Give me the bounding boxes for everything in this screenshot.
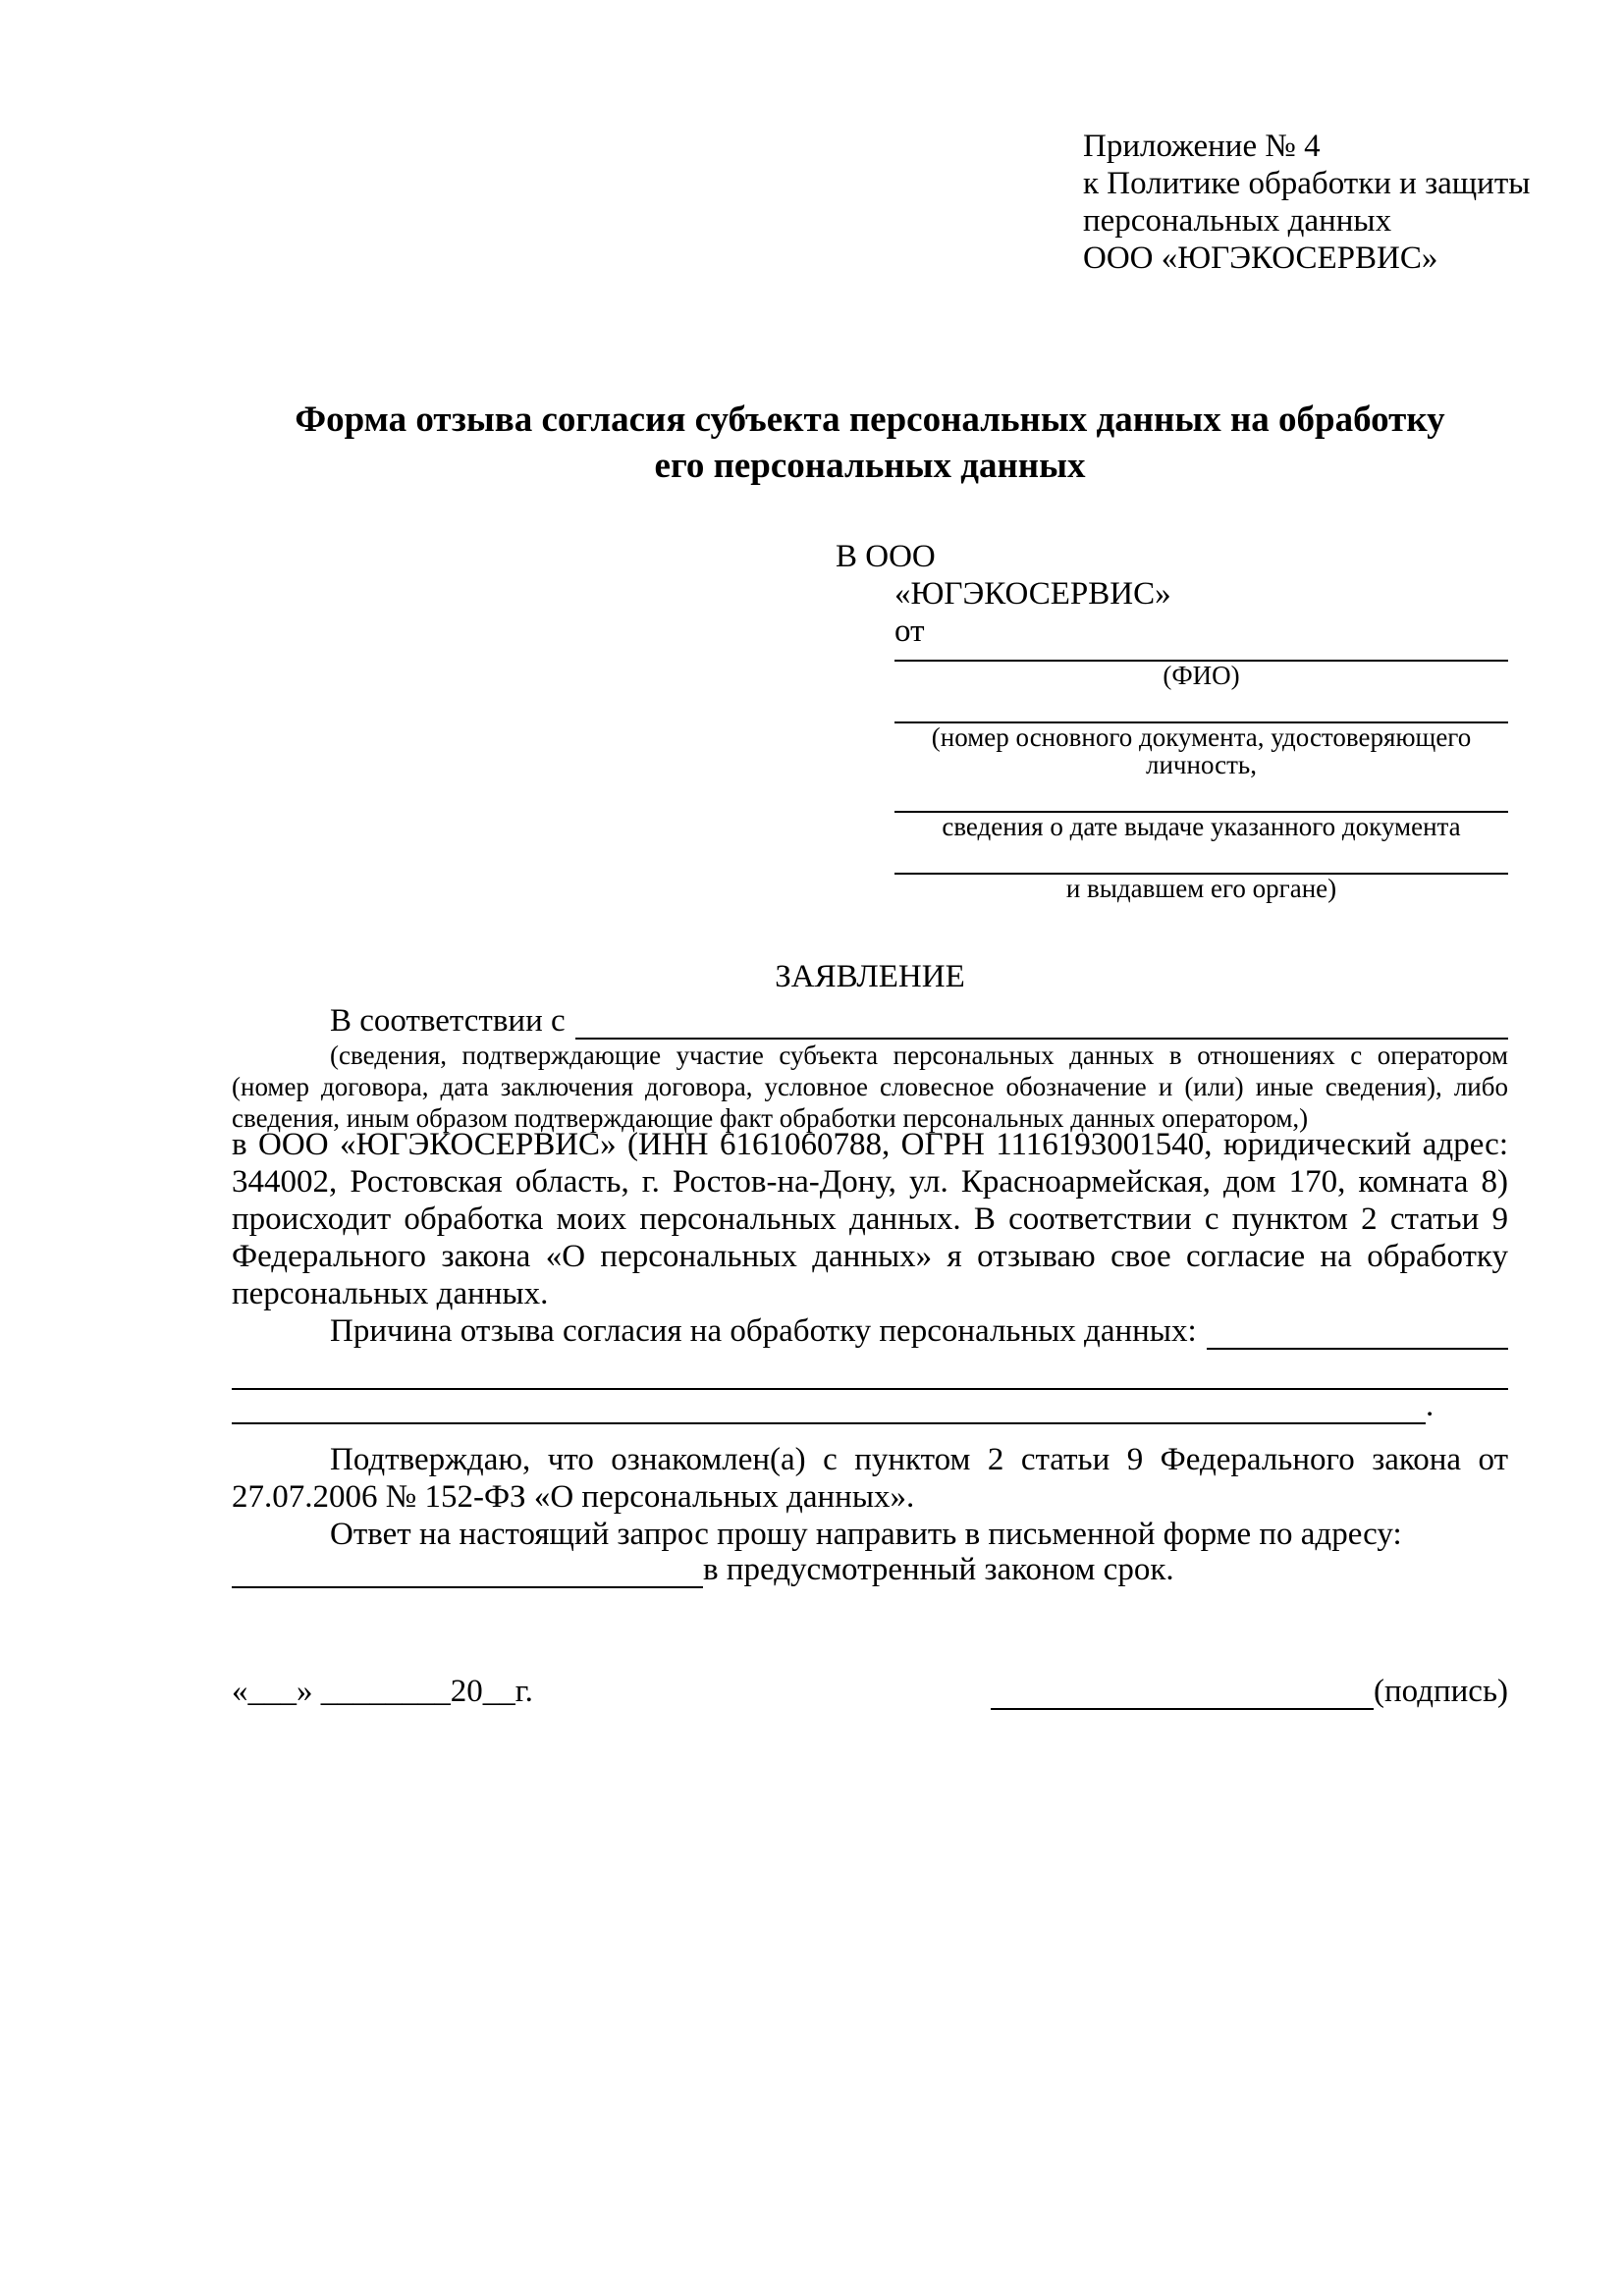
document-number-blank-line (894, 689, 1508, 723)
appendix-header-line: Приложение № 4 (1083, 129, 1321, 164)
reason-prefix: Причина отзыва согласия на обработку персональных данных: (330, 1313, 1197, 1349)
signature-caption: (подпись) (1374, 1674, 1508, 1709)
reply-address-line (232, 1553, 1508, 1588)
statement-body: в ООО «ЮГЭКОСЕРВИС» (ИНН 6161060788, ОГРН 1116193001540, юридический адрес: 344002, Ростовская область, г. Ростов-на-Дону, ул. Красноармейская, дом 170, комната 8) происходит обработка моих персональных данных. В соответствии с пунктом 2 статьи 9 Федерального закона «О персональных данных» я отзываю свое согласие на обработку персональных данных. (232, 1127, 1508, 1311)
document-number-caption: (номер основного документа, удостоверяющего личность, (931, 722, 1472, 779)
addressee-from-label: от (894, 614, 925, 649)
appendix-header-line: персональных данных (1083, 203, 1392, 239)
addressee-to-prefix: В ООО (836, 539, 936, 574)
appendix-header-line: ООО «ЮГЭКОСЕРВИС» (1083, 240, 1438, 276)
footnote-text: (сведения, подтверждающие участие субъекта персональных данных в отношениях с оператором (номер договора, дата заключения договора, условное словесное обозначение и (или) иные сведения), либо сведения, иным образом подтверждающие факт обработки персональных данных оператором,) (232, 1041, 1508, 1133)
appendix-header (1083, 0, 1531, 277)
reason-blank-line-1 (1207, 1312, 1508, 1350)
confirmation-paragraph: Подтверждаю, что ознакомлен(а) с пунктом 2 статьи 9 Федерального закона от 27.07.2006 № 152-ФЗ «О персональных данных». (232, 1442, 1508, 1515)
reply-suffix: в предусмотренный законом срок. (703, 1552, 1174, 1587)
addressee-block (836, 538, 1508, 902)
page-title-line-2: его персональных данных (654, 446, 1086, 486)
reason-blank-line-3 (232, 1390, 1508, 1424)
issue-date-field (836, 778, 1508, 840)
issue-date-blank-line (894, 778, 1508, 813)
addressee-org-name: «ЮГЭКОСЕРВИС» (894, 576, 1171, 612)
issuing-authority-blank-line (894, 840, 1508, 875)
intro-blank-line (575, 1002, 1508, 1040)
reply-address-blank-line (232, 1553, 703, 1588)
reason-line (232, 1312, 1508, 1350)
page-title-line-1: Форма отзыва согласия субъекта персональных данных на обработку (295, 400, 1445, 440)
reply-request-paragraph: Ответ на настоящий запрос прошу направить в письменной форме по адресу: (330, 1517, 1402, 1552)
fio-field-caption: (ФИО) (1163, 661, 1240, 690)
intro-line (232, 1002, 1508, 1040)
document-number-field (836, 689, 1508, 778)
reason-blank-line-2 (232, 1350, 1508, 1390)
signature-group (991, 1673, 1508, 1710)
appendix-header-line: к Политике обработки и защиты (1083, 166, 1531, 201)
issue-date-caption: сведения о дате выдаче указанного документа (942, 812, 1461, 841)
signature-blank-line (991, 1675, 1374, 1710)
signature-row (232, 1673, 1508, 1710)
reason-line-period: . (1426, 1388, 1435, 1423)
reason-blank-line-3-rule (232, 1390, 1426, 1424)
date-blank-line: «___» ________20__г. (232, 1674, 533, 1709)
issuing-authority-field (836, 840, 1508, 902)
page-title (232, 397, 1508, 489)
issuing-authority-caption: и выдавшем его органе) (1065, 874, 1337, 903)
statement-heading: ЗАЯВЛЕНИЕ (775, 959, 965, 994)
intro-prefix: В соответствии с (330, 1003, 566, 1039)
fio-field (836, 650, 1508, 689)
